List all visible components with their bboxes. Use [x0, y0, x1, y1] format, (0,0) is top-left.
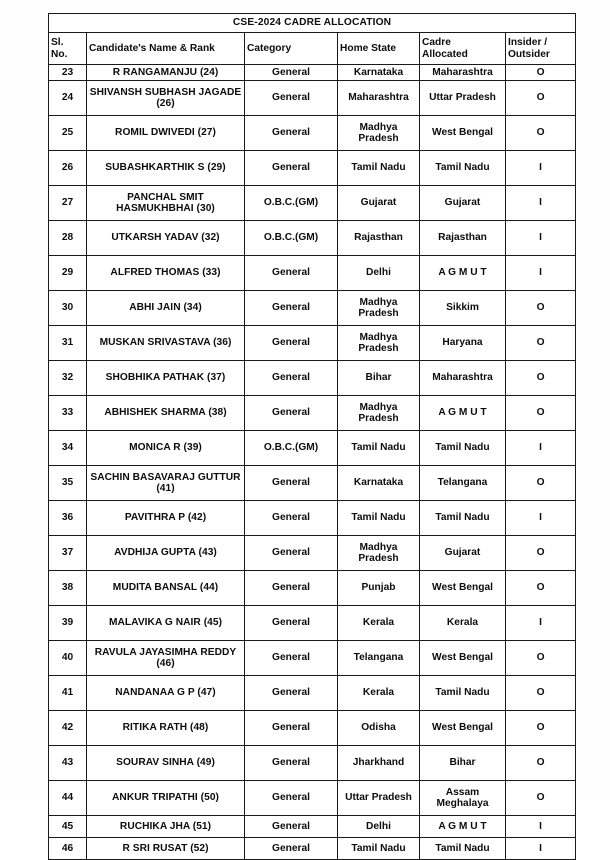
table-body: [49, 65, 576, 860]
cell-home-state: Tamil Nadu: [338, 151, 420, 186]
cell-category: General: [245, 256, 338, 291]
table-row: [49, 466, 576, 501]
cell-cadre-allocated: Uttar Pradesh: [420, 81, 506, 116]
cell-candidate-name: RITIKA RATH (48): [87, 711, 245, 746]
cell-insider-outsider: I: [506, 501, 576, 536]
cell-sl-no: 23: [49, 65, 87, 81]
cell-sl-no: 34: [49, 431, 87, 466]
header-cadre-allocated: [420, 33, 506, 65]
cell-sl-no: 32: [49, 361, 87, 396]
cell-cadre-allocated: Haryana: [420, 326, 506, 361]
cell-candidate-name: PAVITHRA P (42): [87, 501, 245, 536]
cell-cadre-allocated: Kerala: [420, 606, 506, 641]
cell-insider-outsider: O: [506, 326, 576, 361]
table-row: [49, 711, 576, 746]
cell-category: General: [245, 65, 338, 81]
header-insider-line2: Outsider: [508, 48, 550, 60]
cell-category: General: [245, 501, 338, 536]
cell-home-state: Madhya Pradesh: [338, 116, 420, 151]
cell-category: General: [245, 361, 338, 396]
document-title: CSE-2024 CADRE ALLOCATION: [49, 14, 576, 33]
cell-insider-outsider: I: [506, 606, 576, 641]
cell-category: O.B.C.(GM): [245, 221, 338, 256]
cell-candidate-name: R RANGAMANJU (24): [87, 65, 245, 81]
cell-insider-outsider: O: [506, 361, 576, 396]
cell-candidate-name: SOURAV SINHA (49): [87, 746, 245, 781]
header-insider-line1: Insider /: [508, 37, 548, 49]
header-sl-no-line2: No.: [51, 48, 68, 60]
cell-category: General: [245, 781, 338, 816]
table-row: [49, 326, 576, 361]
cell-category: General: [245, 838, 338, 860]
cell-cadre-allocated: Tamil Nadu: [420, 151, 506, 186]
cell-insider-outsider: O: [506, 746, 576, 781]
cell-category: General: [245, 116, 338, 151]
cell-cadre-allocated: Assam Meghalaya: [420, 781, 506, 816]
cell-home-state: Madhya Pradesh: [338, 326, 420, 361]
cell-candidate-name: SHIVANSH SUBHASH JAGADE (26): [87, 81, 245, 116]
table-row: [49, 816, 576, 838]
table-row: [49, 221, 576, 256]
cell-category: General: [245, 396, 338, 431]
cell-insider-outsider: O: [506, 466, 576, 501]
cell-cadre-allocated: Gujarat: [420, 186, 506, 221]
cell-insider-outsider: O: [506, 396, 576, 431]
cell-insider-outsider: I: [506, 838, 576, 860]
cell-candidate-name: MUSKAN SRIVASTAVA (36): [87, 326, 245, 361]
cell-cadre-allocated: Tamil Nadu: [420, 501, 506, 536]
cell-home-state: Tamil Nadu: [338, 431, 420, 466]
cell-cadre-allocated: Maharashtra: [420, 361, 506, 396]
cell-home-state: Uttar Pradesh: [338, 781, 420, 816]
cell-home-state: Punjab: [338, 571, 420, 606]
table-row: [49, 838, 576, 860]
cell-cadre-allocated: Tamil Nadu: [420, 676, 506, 711]
cell-home-state: Karnataka: [338, 65, 420, 81]
cell-cadre-allocated: Sikkim: [420, 291, 506, 326]
header-home-state: Home State: [338, 33, 420, 65]
cell-home-state: Madhya Pradesh: [338, 291, 420, 326]
header-category: Category: [245, 33, 338, 65]
cell-sl-no: 35: [49, 466, 87, 501]
cell-candidate-name: ROMIL DWIVEDI (27): [87, 116, 245, 151]
cell-candidate-name: MONICA R (39): [87, 431, 245, 466]
cell-home-state: Tamil Nadu: [338, 838, 420, 860]
cell-insider-outsider: I: [506, 221, 576, 256]
cell-insider-outsider: O: [506, 781, 576, 816]
cell-candidate-name: MUDITA BANSAL (44): [87, 571, 245, 606]
table-row: [49, 536, 576, 571]
cell-category: General: [245, 641, 338, 676]
cell-insider-outsider: O: [506, 571, 576, 606]
cell-category: General: [245, 571, 338, 606]
cell-category: General: [245, 676, 338, 711]
cell-sl-no: 42: [49, 711, 87, 746]
cell-cadre-allocated: Gujarat: [420, 536, 506, 571]
cell-cadre-allocated: A G M U T: [420, 816, 506, 838]
cell-candidate-name: UTKARSH YADAV (32): [87, 221, 245, 256]
cell-sl-no: 39: [49, 606, 87, 641]
cell-home-state: Bihar: [338, 361, 420, 396]
cell-home-state: Telangana: [338, 641, 420, 676]
cell-candidate-name: ALFRED THOMAS (33): [87, 256, 245, 291]
cell-candidate-name: SUBASHKARTHIK S (29): [87, 151, 245, 186]
cell-insider-outsider: I: [506, 151, 576, 186]
cell-candidate-name: AVDHIJA GUPTA (43): [87, 536, 245, 571]
cell-category: General: [245, 326, 338, 361]
table-row: [49, 431, 576, 466]
header-cadre-line1: Cadre: [422, 37, 451, 49]
table-row: [49, 291, 576, 326]
cell-sl-no: 27: [49, 186, 87, 221]
cell-insider-outsider: I: [506, 186, 576, 221]
cell-sl-no: 28: [49, 221, 87, 256]
table-row: [49, 396, 576, 431]
cell-candidate-name: RUCHIKA JHA (51): [87, 816, 245, 838]
cell-sl-no: 38: [49, 571, 87, 606]
cell-candidate-name: R SRI RUSAT (52): [87, 838, 245, 860]
cell-home-state: Delhi: [338, 816, 420, 838]
cell-insider-outsider: O: [506, 116, 576, 151]
cell-home-state: Karnataka: [338, 466, 420, 501]
cell-sl-no: 31: [49, 326, 87, 361]
cell-insider-outsider: O: [506, 81, 576, 116]
table-row: [49, 746, 576, 781]
table-row: [49, 81, 576, 116]
cell-candidate-name: SACHIN BASAVARAJ GUTTUR (41): [87, 466, 245, 501]
cell-insider-outsider: O: [506, 641, 576, 676]
cell-candidate-name: ABHISHEK SHARMA (38): [87, 396, 245, 431]
table-header-row: [49, 33, 576, 65]
cell-insider-outsider: I: [506, 816, 576, 838]
cell-sl-no: 29: [49, 256, 87, 291]
cell-candidate-name: RAVULA JAYASIMHA REDDY (46): [87, 641, 245, 676]
table-row: [49, 641, 576, 676]
cell-home-state: Madhya Pradesh: [338, 396, 420, 431]
cell-category: General: [245, 816, 338, 838]
cell-insider-outsider: O: [506, 536, 576, 571]
table-row: [49, 606, 576, 641]
cell-home-state: Delhi: [338, 256, 420, 291]
cell-insider-outsider: I: [506, 256, 576, 291]
cell-candidate-name: ABHI JAIN (34): [87, 291, 245, 326]
cell-insider-outsider: O: [506, 65, 576, 81]
cell-home-state: Odisha: [338, 711, 420, 746]
cell-cadre-allocated: Rajasthan: [420, 221, 506, 256]
cell-category: General: [245, 536, 338, 571]
cell-cadre-allocated: Telangana: [420, 466, 506, 501]
cell-cadre-allocated: West Bengal: [420, 571, 506, 606]
table-row: [49, 361, 576, 396]
cell-cadre-allocated: West Bengal: [420, 116, 506, 151]
cell-home-state: Kerala: [338, 676, 420, 711]
cell-home-state: Rajasthan: [338, 221, 420, 256]
header-sl-no-line1: Sl.: [51, 37, 64, 49]
cell-home-state: Jharkhand: [338, 746, 420, 781]
cell-cadre-allocated: West Bengal: [420, 641, 506, 676]
cell-sl-no: 46: [49, 838, 87, 860]
cell-sl-no: 45: [49, 816, 87, 838]
cell-candidate-name: ANKUR TRIPATHI (50): [87, 781, 245, 816]
cell-cadre-allocated: Bihar: [420, 746, 506, 781]
table-row: [49, 65, 576, 81]
cell-cadre-allocated: Maharashtra: [420, 65, 506, 81]
cell-category: General: [245, 606, 338, 641]
cell-sl-no: 40: [49, 641, 87, 676]
cell-category: O.B.C.(GM): [245, 186, 338, 221]
cell-insider-outsider: O: [506, 291, 576, 326]
cell-home-state: Kerala: [338, 606, 420, 641]
header-sl-no: [49, 33, 87, 65]
cell-category: General: [245, 291, 338, 326]
table-row: [49, 151, 576, 186]
cell-sl-no: 24: [49, 81, 87, 116]
cell-home-state: Madhya Pradesh: [338, 536, 420, 571]
cell-sl-no: 25: [49, 116, 87, 151]
cell-cadre-allocated: A G M U T: [420, 396, 506, 431]
table-row: [49, 116, 576, 151]
header-insider-outsider: [506, 33, 576, 65]
cell-sl-no: 36: [49, 501, 87, 536]
cell-category: General: [245, 466, 338, 501]
cell-cadre-allocated: Tamil Nadu: [420, 431, 506, 466]
cell-sl-no: 44: [49, 781, 87, 816]
cell-candidate-name: SHOBHIKA PATHAK (37): [87, 361, 245, 396]
cell-sl-no: 41: [49, 676, 87, 711]
cell-sl-no: 26: [49, 151, 87, 186]
cell-sl-no: 33: [49, 396, 87, 431]
table-row: [49, 186, 576, 221]
cell-home-state: Tamil Nadu: [338, 501, 420, 536]
table-row: [49, 676, 576, 711]
cell-candidate-name: PANCHAL SMIT HASMUKHBHAI (30): [87, 186, 245, 221]
cell-category: General: [245, 151, 338, 186]
table-title-row: [49, 14, 576, 33]
cell-home-state: Maharashtra: [338, 81, 420, 116]
cell-category: General: [245, 81, 338, 116]
cell-category: General: [245, 746, 338, 781]
cell-category: General: [245, 711, 338, 746]
cell-candidate-name: NANDANAA G P (47): [87, 676, 245, 711]
cell-insider-outsider: I: [506, 431, 576, 466]
cell-cadre-allocated: Tamil Nadu: [420, 838, 506, 860]
cell-insider-outsider: O: [506, 711, 576, 746]
cell-sl-no: 30: [49, 291, 87, 326]
table-row: [49, 571, 576, 606]
cell-sl-no: 43: [49, 746, 87, 781]
header-cadre-line2: Allocated: [422, 48, 468, 60]
cadre-allocation-table: [48, 13, 576, 860]
cell-cadre-allocated: West Bengal: [420, 711, 506, 746]
cell-category: O.B.C.(GM): [245, 431, 338, 466]
cell-candidate-name: MALAVIKA G NAIR (45): [87, 606, 245, 641]
table-row: [49, 781, 576, 816]
table-row: [49, 256, 576, 291]
table-row: [49, 501, 576, 536]
header-candidate-name: Candidate's Name & Rank: [87, 33, 245, 65]
cell-cadre-allocated: A G M U T: [420, 256, 506, 291]
cell-home-state: Gujarat: [338, 186, 420, 221]
cell-sl-no: 37: [49, 536, 87, 571]
cell-insider-outsider: O: [506, 676, 576, 711]
